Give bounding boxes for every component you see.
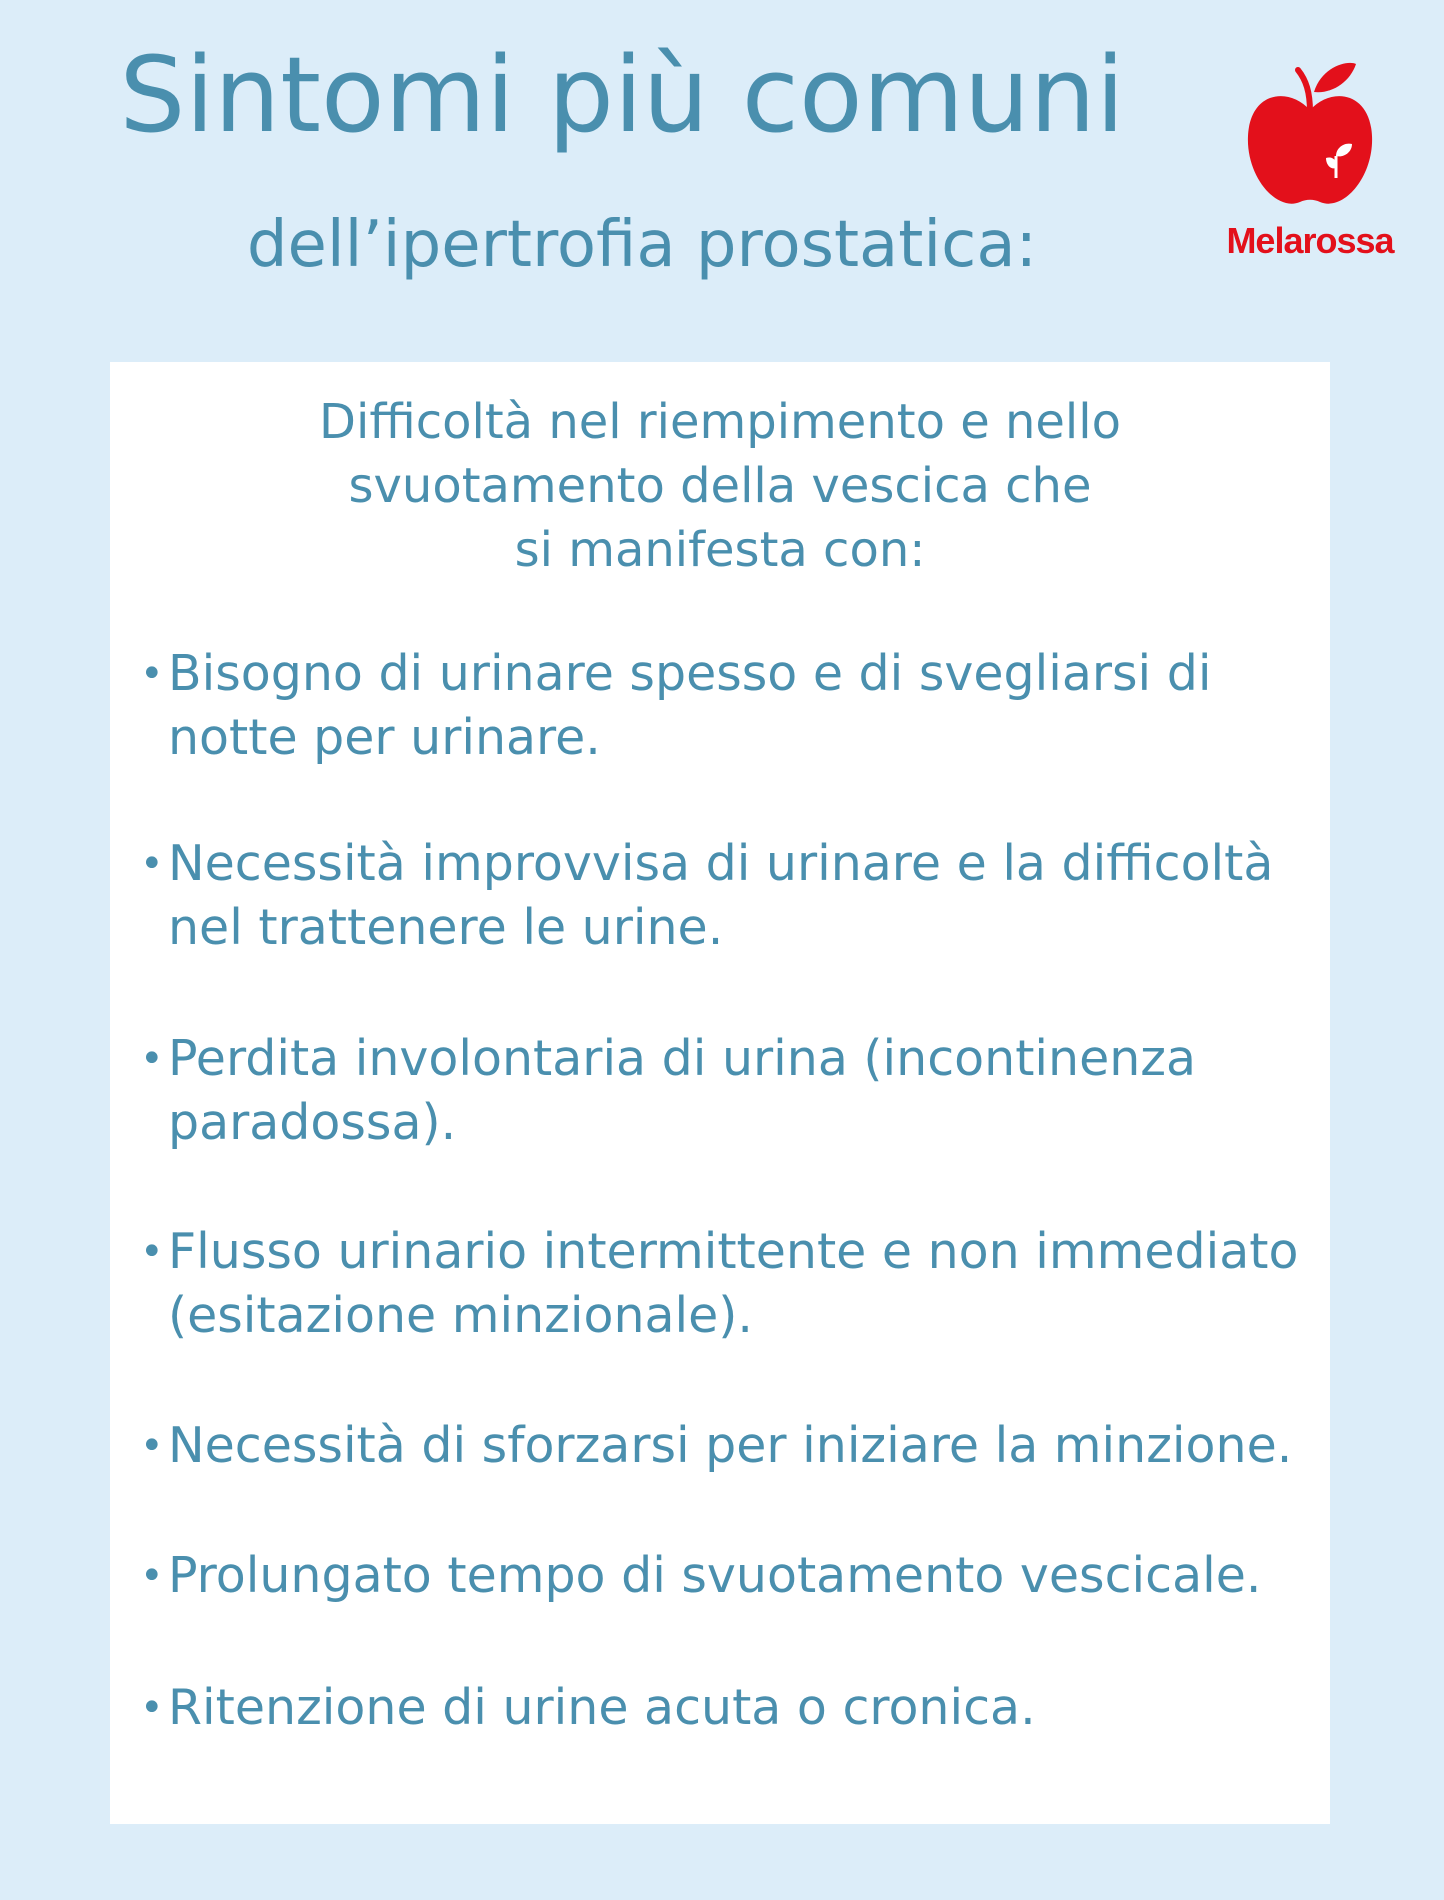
bullet-icon: • xyxy=(140,1553,164,1599)
apple-icon xyxy=(1240,52,1380,222)
symptom-text: Bisogno di urinare spesso e di svegliarsi di notte per urinare. xyxy=(168,645,1212,766)
symptom-item xyxy=(140,642,1310,770)
symptom-text: Necessità improvvisa di urinare e la difficoltà nel trattenere le urine. xyxy=(168,835,1274,956)
symptom-item xyxy=(140,1027,1310,1155)
symptom-text: Flusso urinario intermittente e non immediato (esitazione minzionale). xyxy=(168,1223,1299,1344)
intro-line: svuotamento della vescica che xyxy=(348,458,1092,514)
bullet-icon: • xyxy=(140,1685,164,1731)
bullet-icon: • xyxy=(140,841,164,887)
melarossa-logo xyxy=(1210,52,1410,272)
intro-line: si manifesta con: xyxy=(514,522,926,578)
symptom-item xyxy=(140,1544,1310,1608)
page-subtitle: dell’ipertrofia prostatica: xyxy=(246,208,1038,282)
intro-line: Difficoltà nel riempimento e nello xyxy=(319,394,1121,450)
symptom-text: Prolungato tempo di svuotamento vescicale. xyxy=(168,1547,1262,1604)
intro-text xyxy=(110,390,1330,582)
bullet-icon: • xyxy=(140,651,164,697)
logo-text: Melarossa xyxy=(1226,220,1394,261)
symptom-item xyxy=(140,1220,1310,1348)
bullet-icon: • xyxy=(140,1229,164,1275)
symptom-item xyxy=(140,1676,1310,1740)
bullet-icon: • xyxy=(140,1423,164,1469)
symptoms-card xyxy=(110,362,1330,1824)
page-title: Sintomi più comuni xyxy=(119,34,1125,156)
bullet-icon: • xyxy=(140,1036,164,1082)
symptom-item xyxy=(140,832,1310,960)
symptom-text: Necessità di sforzarsi per iniziare la minzione. xyxy=(168,1417,1293,1474)
symptom-item xyxy=(140,1414,1310,1478)
symptom-text: Ritenzione di urine acuta o cronica. xyxy=(168,1679,1036,1736)
symptom-text: Perdita involontaria di urina (incontinenza paradossa). xyxy=(168,1030,1197,1151)
